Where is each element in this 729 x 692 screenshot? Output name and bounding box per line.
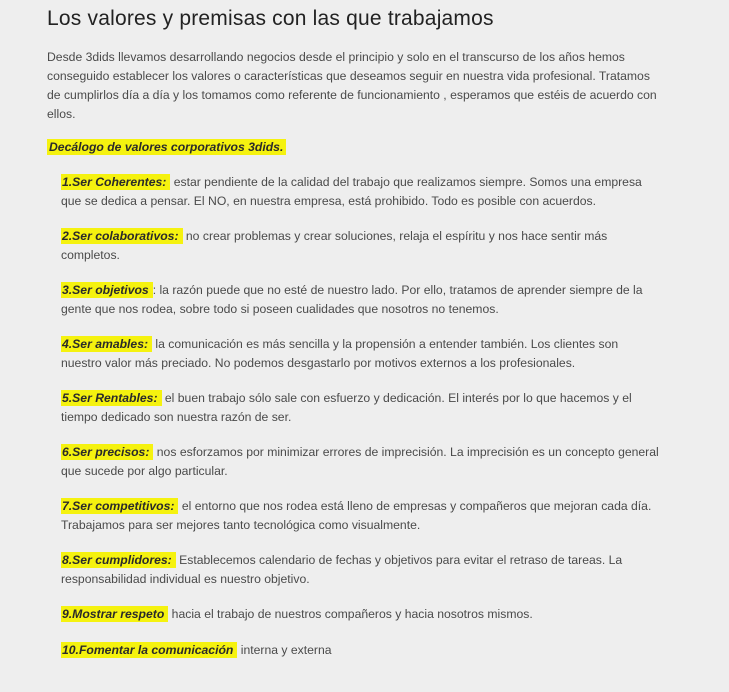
value-label: 10.Fomentar la comunicación [61, 642, 237, 658]
value-text: Establecemos calendario de fechas y objetivos para evitar el retraso de tareas. La responsabilidad individual es nuestro objetivo. [61, 553, 623, 586]
value-item-1 [61, 173, 661, 210]
value-label: 2.Ser colaborativos: [61, 228, 183, 244]
value-text: interna y externa [237, 642, 332, 657]
value-text: el buen trabajo sólo sale con esfuerzo y dedicación. El interés por lo que hacemos y el tiempo dedicado son nuestra razón de ser. [61, 391, 632, 424]
value-label: 9.Mostrar respeto [61, 606, 168, 622]
value-text: hacia el trabajo de nuestros compañeros y hacia nosotros mismos. [168, 607, 533, 621]
value-label: 8.Ser cumplidores: [61, 552, 176, 568]
value-label: 3.Ser objetivos [61, 282, 153, 298]
value-item-3 [61, 281, 661, 318]
value-text: la comunicación es más sencilla y la propensión a entender también. Los clientes son nuestro valor más preciado. No podemos desgastarlo por motivos externos a los profesionales. [61, 337, 619, 370]
value-label: 5.Ser Rentables: [61, 390, 162, 406]
decalogo-heading [47, 138, 709, 157]
value-item-9 [61, 605, 661, 624]
value-item-2 [61, 227, 661, 264]
value-label: 4.Ser amables: [61, 336, 152, 352]
page-title: Los valores y premisas con las que trabajamos [47, 7, 494, 30]
value-text: no crear problemas y crear soluciones, relaja el espíritu y nos hace sentir más completos. [61, 229, 608, 262]
value-label: 1.Ser Coherentes: [61, 174, 170, 190]
value-text: nos esforzamos por minimizar errores de imprecisión. La imprecisión es un concepto general que sucede por algo particular. [61, 445, 659, 478]
value-item-5 [61, 389, 661, 426]
value-item-4 [61, 335, 661, 372]
value-item-6 [61, 443, 661, 480]
value-label: 6.Ser precisos: [61, 444, 153, 460]
value-label: 7.Ser competitivos: [61, 498, 178, 514]
decalogo-highlight: Decálogo de valores corporativos 3dids. [47, 139, 286, 155]
value-text: : la razón puede que no esté de nuestro lado. Por ello, tratamos de aprender siempre de la gente que nos rodea, sobre todo si poseen cualidades que nosotros no tenemos. [61, 283, 643, 316]
value-text: estar pendiente de la calidad del trabajo que realizamos siempre. Somos una empresa que se dedica a pensar. El NO, en nuestra empresa, está prohibido. Todo es posible con acuerdos. [61, 175, 642, 208]
value-item-10 [61, 641, 661, 660]
intro-paragraph: Desde 3dids llevamos desarrollando negocios desde el principio y solo en el transcurso de los años hemos conseguido establecer los valores o características que deseamos seguir en nuestra vida profesional. Tratamos de cumplirlos día a día y los tomamos como referente de funcionamiento , esperamos que estéis de acuerdo con ellos. [47, 50, 657, 121]
values-list [47, 173, 661, 659]
value-item-7 [61, 497, 661, 534]
value-text: el entorno que nos rodea está lleno de empresas y compañeros que mejoran cada día. Trabajamos para ser mejores tanto tecnológica como visualmente. [61, 499, 652, 532]
value-item-8 [61, 551, 661, 588]
